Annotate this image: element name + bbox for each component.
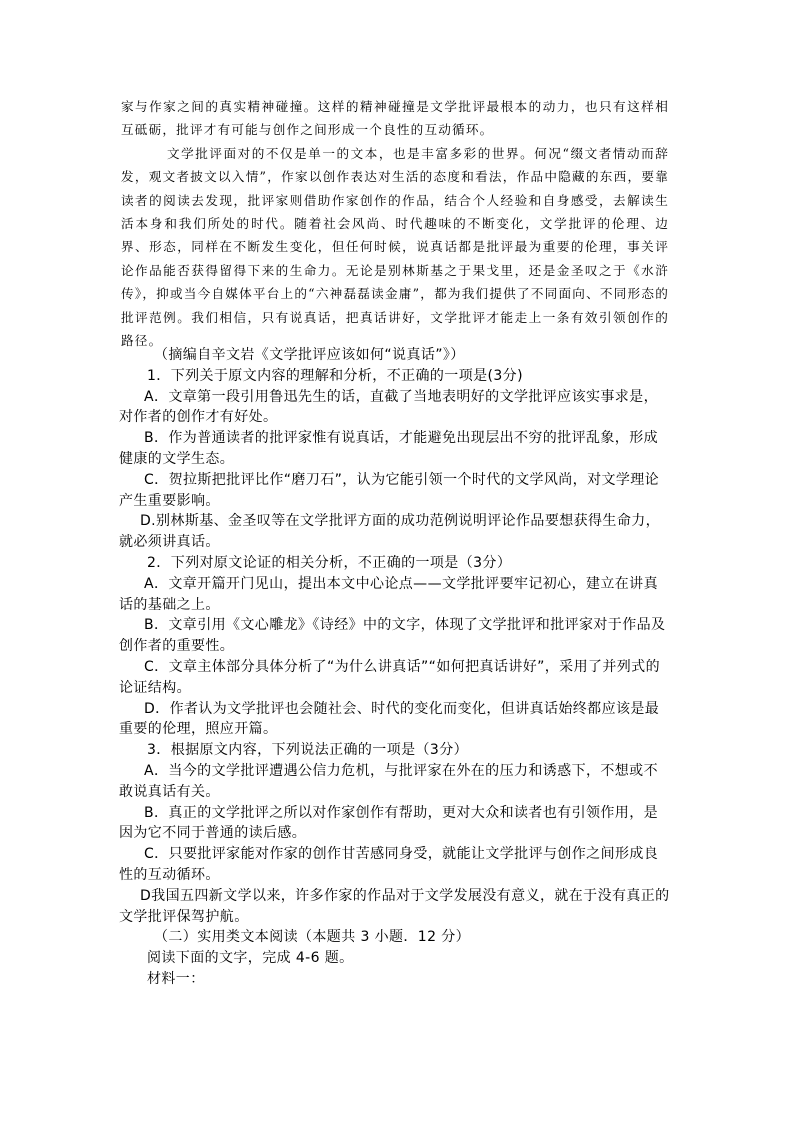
- question-2-option-b: B．文章引用《文心雕龙》《诗经》中的文字，体现了文学批评和批评家对于作品及创作者的重要性。: [119, 617, 666, 655]
- question-1-option-a: A．文章第一段引用鲁迅先生的话，直截了当地表明好的文学批评应该实事求是，对作者的创作才有好处。: [119, 388, 658, 426]
- question-block: [119, 345, 672, 990]
- question-3-option-c: C．只要批评家能对作家的创作甘苦感同身受，就能让文学批评与创作之间形成良性的互动循环。: [119, 846, 659, 883]
- question-2-option-d: D．作者认为文学批评也会随社会、时代的变化而变化，但讲真话始终都应该是最重要的伦理，照应开篇。: [119, 700, 660, 738]
- question-2-option-c: C．文章主体部分具体分析了“为什么讲真话”“如何把真话讲好”，采用了并列式的论证结构。: [119, 658, 660, 696]
- question-1-option-d: D.别林斯基、金圣叹等在文学批评方面的成功范例说明评论作品要想获得生命力，就必须讲真话。: [119, 513, 661, 551]
- question-3-option-b: B．真正的文学批评之所以对作家创作有帮助，更对大众和读者也有引领作用，是因为它不同于普通的读后感。: [119, 804, 659, 842]
- question-1-stem: 1．下列关于原文内容的理解和分析，不正确的一项是(3分): [147, 367, 523, 384]
- question-2-option-a: A．文章开篇开门见山，提出本文中心论点——文学批评要牢记初心，建立在讲真话的基础之上。: [119, 575, 658, 613]
- question-1-option-b: B．作为普通读者的批评家惟有说真话，才能避免出现层出不穷的批评乱象，形成健康的文学生态。: [119, 430, 659, 467]
- question-1-option-c: C．贺拉斯把批评比作“磨刀石”，认为它能引领一个时代的文学风尚，对文学理论产生重要影响。: [119, 471, 660, 509]
- section-heading: （二）实用类文本阅读（本题共 3 小题．12 分）: [154, 929, 471, 946]
- question-3-stem: 3．根据原文内容，下列说法正确的一项是（3分）: [147, 742, 469, 759]
- reading-passage: [121, 95, 669, 352]
- question-3-option-d: D我国五四新文学以来，许多作家的作品对于文学发展没有意义，就在于没有真正的文学批评保驾护航。: [119, 887, 670, 925]
- question-2-stem: 2．下列对原文论证的相关分析，不正确的一项是（3分）: [147, 554, 512, 571]
- question-3-option-a: A．当今的文学批评遭遇公信力危机，与批评家在外在的压力和诱惑下，不想或不敢说真话有关。: [119, 762, 658, 800]
- section-instruction: 阅读下面的文字，完成 4-6 题。: [147, 950, 354, 967]
- passage-paragraph-1: 家与作家之间的真实精神碰撞。这样的精神碰撞是文学批评最根本的动力，也只有这样相互砥砺，批评才有可能与创作之间形成一个良性的互动循环。: [121, 99, 669, 138]
- passage-paragraph-2: 文学批评面对的不仅是单一的文本，也是丰富多彩的世界。何况“缀文者情动而辞发，观文者披文以入情”，作家以创作表达对生活的态度和看法，作品中隐藏的东西，要靠读者的阅读去发现，批评家则借助作家创作的作品，结合个人经验和自身感受，去解读生活本身和我们所处的时代。随着社会风尚、时代趣味的不断变化，文学批评的伦理、边界、形态，同样在不断发生变化，但任何时候，说真话都是批评最为重要的伦理，事关评论作品能否获得留得下来的生命力。无论是别林斯基之于果戈里，还是金圣叹之于《水浒传》，抑或当今自媒体平台上的“六神磊磊读金庸”，都为我们提供了不同面向、不同形态的批评范例。我们相信，只有说真话，把真话讲好，文学批评才能走上一条有效引领创作的路径。: [121, 145, 669, 349]
- material-label: 材料一：: [147, 970, 205, 987]
- source-citation: （摘编自辛文岩《文学批评应该如何“说真话”》）: [154, 347, 465, 363]
